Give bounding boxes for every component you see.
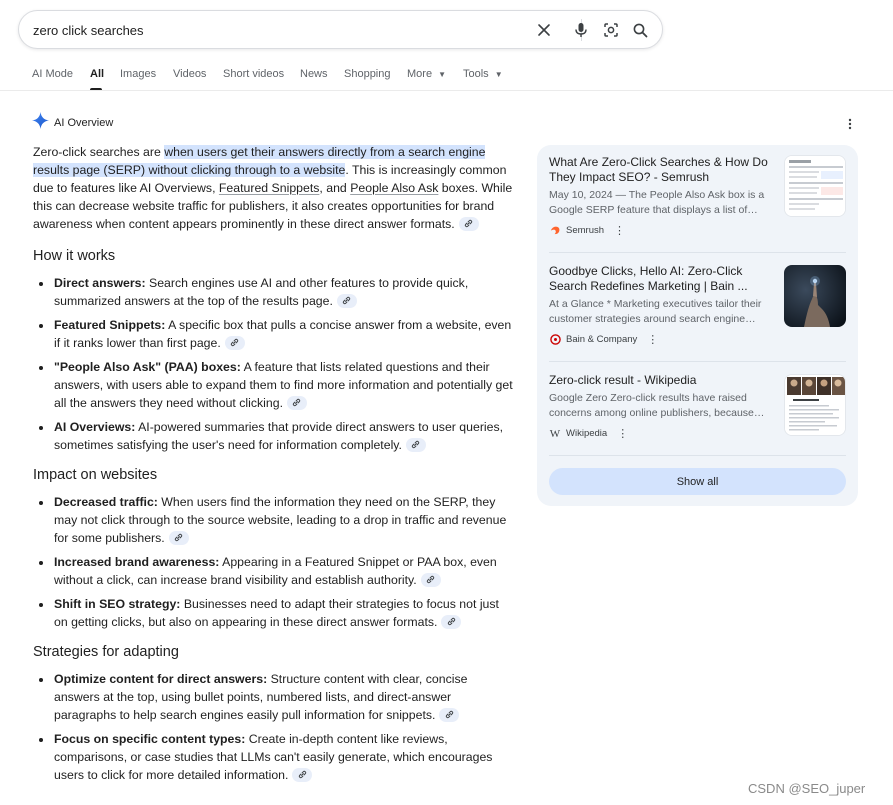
item-text: A feature that lists related questions and their answers, with users able to expand them to find more information and potentially get all the answers they need without clicking. — [54, 360, 513, 410]
caret-down-icon: ▼ — [438, 70, 446, 79]
intro-highlight[interactable]: when users get their answers directly from a search engine results page (SERP) without clicking through to a website — [33, 145, 486, 177]
source-title[interactable]: What Are Zero-Click Searches & How Do They Impact SEO? - Semrush — [549, 155, 768, 184]
wikipedia-icon: W — [549, 427, 561, 440]
show-all-button[interactable]: Show all — [549, 468, 846, 495]
item-text: Businesses need to adapt their strategies to focus not just on getting clicks, but also on appearing in these direct answer formats. — [54, 597, 499, 629]
source-divider — [549, 455, 846, 456]
tab-tools[interactable] — [463, 68, 503, 80]
link-icon[interactable] — [287, 396, 307, 410]
item-term: AI Overviews: — [54, 420, 136, 434]
list-item — [33, 274, 513, 310]
link-icon[interactable] — [292, 768, 312, 782]
more-options-icon[interactable]: ⋮ — [617, 428, 629, 440]
item-text: A specific box that pulls a concise answer from a website, even if it ranks lower than first page. — [54, 318, 512, 350]
intro-text-mid: . This is increasingly common due to features like AI Overviews, — [33, 163, 507, 195]
list-item — [33, 553, 513, 589]
link-icon[interactable] — [225, 336, 245, 350]
source-site: Semrush — [566, 225, 605, 236]
strategies-list — [33, 670, 513, 784]
source-title[interactable]: Zero-click result - Wikipedia — [549, 373, 697, 387]
source-snippet: May 10, 2024 — The People Also Ask box is a Google SERP feature that displays a list of… — [549, 189, 765, 216]
section-heading-how-it-works: How it works — [33, 248, 116, 264]
tab-more-label: More — [407, 68, 433, 80]
list-item — [33, 316, 513, 352]
link-icon[interactable] — [439, 708, 459, 722]
item-text: Create in-depth content like reviews, comparisons, or case studies that LLMs can't easily generate, which encourages users to click for more detailed information. — [54, 732, 493, 782]
tab-short-videos[interactable]: Short videos — [223, 68, 285, 80]
lens-icon[interactable] — [601, 20, 621, 40]
tab-ai-mode[interactable]: AI Mode — [32, 68, 73, 80]
tab-shopping[interactable]: Shopping — [344, 68, 391, 80]
intro-text-post: boxes. While this can decrease website traffic for publishers, it also creates opportunities for brand awareness when content appears prominently in these direct answer formats. — [33, 181, 513, 231]
item-term: Direct answers: — [54, 276, 146, 290]
link-icon[interactable] — [169, 531, 189, 545]
search-bar — [18, 10, 663, 49]
list-item — [33, 418, 513, 454]
item-term: Decreased traffic: — [54, 495, 158, 509]
tabs-divider — [0, 90, 893, 91]
source-thumbnail-semrush[interactable] — [784, 155, 846, 217]
item-text: Structure content with clear, concise answers at the top, using bullet points, numbered lists, and direct-answer paragraphs to help search engines easily pull information for snippets. — [54, 672, 468, 722]
sources-panel — [537, 145, 858, 506]
link-icon[interactable] — [406, 438, 426, 452]
tab-videos[interactable]: Videos — [173, 68, 207, 80]
caret-down-icon: ▼ — [494, 70, 503, 79]
source-snippet: At a Glance * Marketing executives tailor their customer strategies around search engine… — [549, 298, 762, 325]
item-text: AI-powered summaries that provide direct answers to user queries, sometimes satisfying the user's need for information completely. — [54, 420, 504, 452]
search-tabs — [0, 64, 893, 90]
list-item — [33, 670, 513, 724]
semrush-icon — [549, 225, 561, 237]
item-text: Search engines use AI and other features to provide quick, summarized answers at the top of the results page. — [54, 276, 469, 308]
source-site: Bain & Company — [566, 334, 638, 345]
item-text: When users find the information they need on the SERP, they may not click through to the source website, leading to a drop in traffic and revenue for some publishers. — [54, 495, 507, 545]
source-title[interactable]: Goodbye Clicks, Hello AI: Zero-Click Search Redefines Marketing | Bain ... — [549, 264, 748, 293]
source-site: Wikipedia — [566, 428, 608, 439]
intro-text-mid2: , and — [319, 181, 351, 195]
more-options-icon[interactable] — [843, 116, 857, 132]
featured-snippets-link[interactable]: Featured Snippets — [218, 181, 320, 195]
tab-more[interactable] — [407, 68, 446, 80]
tab-tools-label: Tools — [463, 68, 489, 80]
how-it-works-list — [33, 274, 513, 454]
more-options-icon[interactable]: ⋮ — [614, 225, 626, 237]
item-term: Increased brand awareness: — [54, 555, 220, 569]
item-term: "People Also Ask" (PAA) boxes: — [54, 360, 241, 374]
item-term: Featured Snippets: — [54, 318, 166, 332]
tab-all[interactable]: All — [90, 68, 105, 80]
ai-overview-header — [32, 114, 113, 132]
ai-overview-body — [33, 143, 513, 796]
source-thumbnail-bain[interactable] — [784, 265, 846, 327]
source-divider — [549, 252, 846, 253]
intro-text-pre: Zero-click searches are — [33, 145, 165, 159]
bain-icon — [549, 334, 561, 346]
tab-news[interactable]: News — [300, 68, 328, 80]
sparkle-icon — [32, 112, 49, 134]
list-item — [33, 595, 513, 631]
item-term: Focus on specific content types: — [54, 732, 246, 746]
close-icon[interactable] — [534, 20, 554, 40]
source-divider — [549, 361, 846, 362]
item-term: Shift in SEO strategy: — [54, 597, 181, 611]
item-text: Appearing in a Featured Snippet or PAA box, even without a click, can increase brand visibility and establish authority. — [54, 555, 497, 587]
mic-icon[interactable] — [571, 20, 591, 40]
link-icon[interactable] — [421, 573, 441, 587]
search-icon[interactable] — [630, 20, 650, 40]
source-meta — [549, 333, 846, 346]
source-meta — [549, 224, 846, 237]
list-item — [33, 493, 513, 547]
link-icon[interactable] — [441, 615, 461, 629]
watermark: CSDN @SEO_juper — [748, 781, 866, 796]
list-item — [33, 730, 513, 784]
section-heading-strategies: Strategies for adapting — [33, 644, 179, 660]
item-term: Optimize content for direct answers: — [54, 672, 268, 686]
impact-list — [33, 493, 513, 631]
section-heading-impact-on-websites: Impact on websites — [33, 467, 158, 483]
tab-images[interactable]: Images — [120, 68, 157, 80]
people-also-ask-link[interactable]: People Also Ask — [350, 181, 439, 195]
ai-overview-label: AI Overview — [54, 117, 114, 129]
more-options-icon[interactable]: ⋮ — [647, 334, 659, 346]
link-icon[interactable] — [337, 294, 357, 308]
source-snippet: Google Zero Zero-click results have raised concerns among online publishers, because… — [549, 392, 765, 419]
search-input[interactable] — [33, 20, 513, 40]
source-thumbnail-wikipedia[interactable] — [784, 374, 846, 436]
list-item — [33, 358, 513, 412]
link-icon[interactable] — [459, 217, 479, 231]
intro-paragraph — [33, 143, 513, 233]
